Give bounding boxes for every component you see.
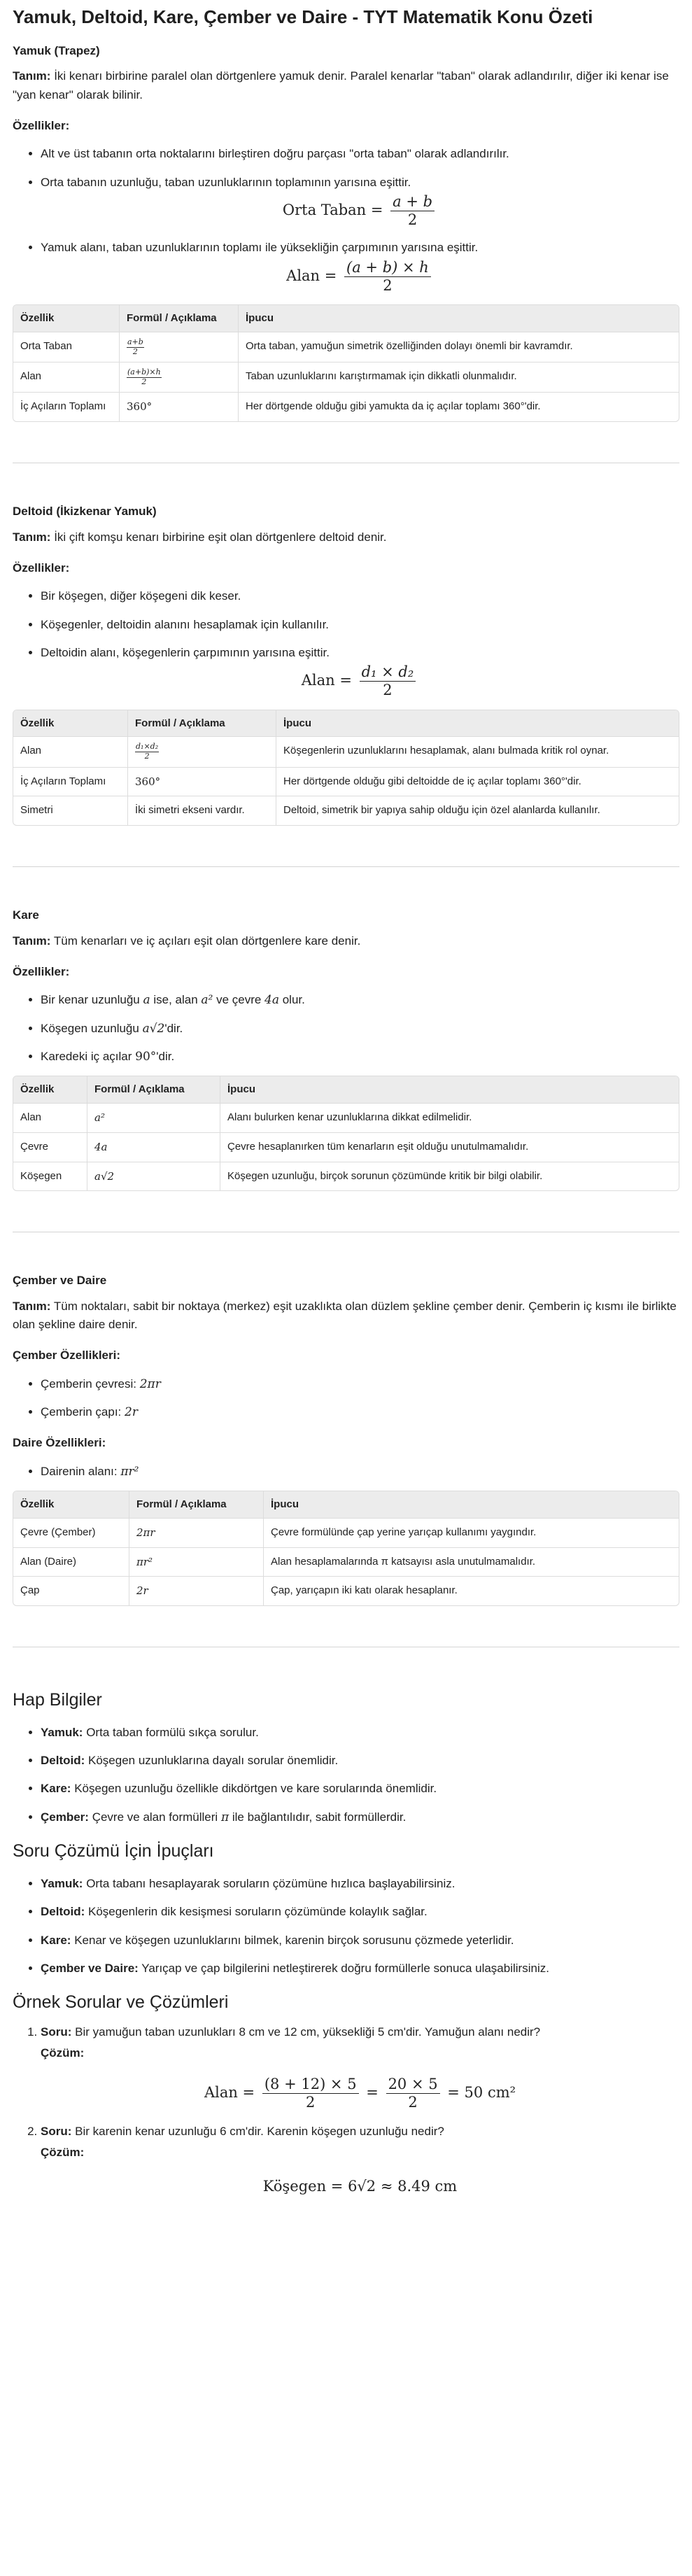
list-item bbox=[41, 1752, 679, 1770]
table-cell: Köşegen bbox=[13, 1162, 87, 1191]
cell-fraction bbox=[127, 338, 144, 356]
math-a: a bbox=[143, 993, 150, 1008]
table-row bbox=[13, 1518, 679, 1547]
definition-label: Tanım: bbox=[13, 69, 51, 83]
features-label: Daire Özellikleri: bbox=[13, 1436, 106, 1450]
yamuk-table bbox=[13, 304, 679, 422]
column-header: Formül / Açıklama bbox=[128, 710, 276, 737]
examples-list bbox=[13, 2023, 679, 2197]
table-cell: Çevre hesaplanırken tüm kenarların eşit olduğu unutulmamalıdır. bbox=[220, 1132, 679, 1162]
fraction-denominator: 2 bbox=[383, 276, 393, 294]
fraction bbox=[360, 663, 416, 699]
item-label: Çember: bbox=[41, 1810, 89, 1824]
column-header: İpucu bbox=[239, 305, 679, 332]
list-item-text: Yamuk alanı, taban uzunluklarının toplamı ile yüksekliğin çarpımının yarısına eşittir. bbox=[41, 241, 479, 255]
example-item bbox=[41, 2023, 679, 2111]
definition-text: Tüm kenarları ve iç açıları eşit olan dörtgenlere kare denir. bbox=[50, 934, 361, 948]
fraction-denominator: 2 bbox=[306, 2093, 316, 2111]
deltoid-table bbox=[13, 710, 679, 826]
column-header: İpucu bbox=[220, 1076, 679, 1103]
section-kare bbox=[13, 906, 679, 1191]
table-header-row bbox=[13, 1491, 679, 1518]
fraction-numerator: 20 × 5 bbox=[386, 2076, 440, 2094]
section-hap-bilgiler bbox=[13, 1687, 679, 1827]
item-label: Kare: bbox=[41, 1782, 71, 1796]
features-list bbox=[13, 991, 679, 1066]
question-label: Soru: bbox=[41, 2125, 72, 2139]
table-cell: 4a bbox=[87, 1132, 220, 1162]
table-row bbox=[13, 1103, 679, 1132]
item-label: Deltoid: bbox=[41, 1905, 85, 1919]
definition-text: İki kenarı birbirine paralel olan dörtgenlere yamuk denir. Paralel kenarlar "taban" olarak adlandırılır, diğer iki kenar ise "yan kenar" olarak bilinir. bbox=[13, 69, 669, 101]
table-cell bbox=[128, 736, 276, 766]
table-row bbox=[13, 1162, 679, 1191]
solution-label: Çözüm: bbox=[41, 2046, 85, 2060]
text: ise, alan bbox=[150, 993, 202, 1007]
table-cell: 2r bbox=[129, 1576, 264, 1605]
list-item bbox=[41, 1780, 679, 1798]
item-text: Yarıçap ve çap bilgilerini netleştirerek doğru formüllerle sonuca ulaşabilirsiniz. bbox=[138, 1961, 549, 1975]
question bbox=[41, 2023, 679, 2041]
question-text: Bir yamuğun taban uzunlukları 8 cm ve 12 cm, yüksekliği 5 cm'dir. Yamuğun alanı nedir? bbox=[71, 2025, 541, 2039]
table-cell: 360° bbox=[128, 767, 276, 796]
list-item bbox=[41, 1903, 679, 1921]
fraction-numerator: (8 + 12) × 5 bbox=[262, 2076, 359, 2094]
features-list bbox=[13, 145, 679, 295]
item-label: Çember ve Daire: bbox=[41, 1961, 139, 1975]
math-diameter: 2r bbox=[125, 1405, 138, 1419]
definition-label: Tanım: bbox=[13, 1299, 51, 1313]
table-row bbox=[13, 736, 679, 766]
item-text: ile bağlantılıdır, sabit formüllerdir. bbox=[229, 1810, 407, 1824]
table-cell: Her dörtgende olduğu gibi yamukta da iç açılar toplamı 360°'dir. bbox=[239, 392, 679, 421]
definition-label: Tanım: bbox=[13, 530, 51, 544]
fraction-denominator: 2 bbox=[408, 2093, 418, 2111]
table-cell bbox=[120, 362, 239, 392]
features-list bbox=[13, 587, 679, 699]
table-row bbox=[13, 362, 679, 392]
table-cell: Çevre (Çember) bbox=[13, 1518, 129, 1547]
fraction bbox=[390, 193, 435, 229]
item-text: Köşegen uzunluklarına dayalı sorular önemlidir. bbox=[85, 1754, 339, 1768]
section-deltoid bbox=[13, 502, 679, 826]
fraction-numerator: a+b bbox=[127, 337, 143, 346]
formula-result: = 50 cm² bbox=[447, 2083, 516, 2101]
question bbox=[41, 2123, 679, 2141]
table-row bbox=[13, 392, 679, 421]
math-perimeter: 4a bbox=[264, 993, 279, 1008]
section-ornek-sorular bbox=[13, 1989, 679, 2197]
definition-text: İki çift komşu kenarı birbirine eşit olan dörtgenlere deltoid denir. bbox=[50, 530, 387, 544]
features-label: Özellikler: bbox=[13, 964, 70, 978]
table-cell: Alan (Daire) bbox=[13, 1547, 129, 1577]
definition-text: Tüm noktaları, sabit bir noktaya (merkez) eşit uzaklıkta olan düzlem şekline çember denir. Çemberin iç kısmı ile birlikte olan şekline daire denir. bbox=[13, 1299, 677, 1331]
text: olur. bbox=[279, 993, 305, 1007]
text: Bir kenar uzunluğu bbox=[41, 993, 143, 1007]
formula-lhs: Alan = bbox=[204, 2083, 255, 2101]
table-cell: Köşegenlerin uzunluklarını hesaplamak, alanı bulmada kritik rol oynar. bbox=[276, 736, 679, 766]
column-header: Formül / Açıklama bbox=[129, 1491, 264, 1518]
table-cell: İç Açıların Toplamı bbox=[13, 767, 128, 796]
definition bbox=[13, 932, 679, 950]
text: Karedeki iç açılar bbox=[41, 1049, 136, 1063]
section-heading: Soru Çözümü İçin İpuçları bbox=[13, 1841, 214, 1861]
definition bbox=[13, 67, 679, 104]
item-label: Yamuk: bbox=[41, 1725, 83, 1739]
table-cell: Orta taban, yamuğun simetrik özelliğinden dolayı önemli bir kavramdır. bbox=[239, 332, 679, 362]
list-item-text: Deltoidin alanı, köşegenlerin çarpımının yarısına eşittir. bbox=[41, 645, 330, 659]
text: ve çevre bbox=[213, 993, 265, 1007]
table-row bbox=[13, 1576, 679, 1605]
table-cell: a√2 bbox=[87, 1162, 220, 1191]
section-heading: Örnek Sorular ve Çözümleri bbox=[13, 1992, 229, 2013]
table-cell bbox=[120, 332, 239, 362]
table-cell: İç Açıların Toplamı bbox=[13, 392, 120, 421]
math-pi: π bbox=[220, 1810, 230, 1824]
list-item bbox=[41, 1020, 679, 1038]
fraction-denominator: 2 bbox=[141, 376, 147, 386]
item-text: Köşegen uzunluğu özellikle dikdörtgen ve kare sorularında önemlidir. bbox=[71, 1782, 437, 1796]
formula-alan bbox=[41, 663, 679, 699]
fraction bbox=[262, 2076, 359, 2111]
formula-orta-taban bbox=[41, 193, 679, 229]
table-cell: Alan bbox=[13, 1103, 87, 1132]
item-text: Orta tabanı hesaplayarak soruların çözümüne hızlıca başlayabilirsiniz. bbox=[83, 1876, 456, 1890]
table-cell: Alan bbox=[13, 736, 128, 766]
definition bbox=[13, 528, 679, 547]
list-item bbox=[41, 1375, 679, 1393]
column-header: Özellik bbox=[13, 305, 120, 332]
table-row bbox=[13, 332, 679, 362]
table-cell: Alan hesaplamalarında π katsayısı asla unutulmamalıdır. bbox=[264, 1547, 679, 1577]
fraction-numerator: d₁×d₂ bbox=[136, 742, 159, 752]
column-header: Formül / Açıklama bbox=[87, 1076, 220, 1103]
list-item bbox=[41, 239, 679, 295]
cell-fraction bbox=[135, 742, 159, 761]
solution-formula: Köşegen = 6√2 ≈ 8.49 cm bbox=[262, 2177, 458, 2195]
table-cell: 360° bbox=[120, 392, 239, 421]
question-text: Bir karenin kenar uzunluğu 6 cm'dir. Karenin köşegen uzunluğu nedir? bbox=[71, 2125, 444, 2139]
fraction bbox=[386, 2076, 440, 2111]
formula-lhs: Orta Taban = bbox=[282, 202, 383, 219]
list-item bbox=[41, 1808, 679, 1827]
table-row bbox=[13, 796, 679, 825]
table-cell: Her dörtgende olduğu gibi deltoidde de iç açılar toplamı 360°'dir. bbox=[276, 767, 679, 796]
math-diagonal: a√2 bbox=[142, 1021, 165, 1036]
list-item bbox=[41, 644, 679, 700]
item-label: Kare: bbox=[41, 1933, 71, 1947]
section-heading: Kare bbox=[13, 908, 39, 922]
text: 'dir. bbox=[156, 1049, 175, 1063]
table-cell: a² bbox=[87, 1103, 220, 1132]
cember-table bbox=[13, 1491, 679, 1606]
section-ipuclari bbox=[13, 1838, 679, 1978]
item-text: Köşegenlerin dik kesişmesi soruların çözümünde kolaylık sağlar. bbox=[85, 1905, 428, 1919]
item-text: Kenar ve köşegen uzunluklarını bilmek, karenin birçok sorusunu çözmede yeterlidir. bbox=[71, 1933, 514, 1947]
list-item bbox=[41, 174, 679, 230]
features-label: Özellikler: bbox=[13, 561, 70, 575]
definition bbox=[13, 1297, 679, 1335]
list-item: • Alt ve üst tabanın orta noktalarını birleştiren doğru parçası "orta taban" olarak adlandırılır. bbox=[41, 145, 679, 163]
table-row bbox=[13, 1547, 679, 1577]
table-row bbox=[13, 1132, 679, 1162]
list-item bbox=[41, 1931, 679, 1950]
table-cell: 2πr bbox=[129, 1518, 264, 1547]
table-cell: İki simetri ekseni vardır. bbox=[128, 796, 276, 825]
fraction-denominator: 2 bbox=[383, 682, 393, 699]
solution-label: Çözüm: bbox=[41, 2146, 85, 2160]
features-label: Çember Özellikleri: bbox=[13, 1349, 121, 1363]
table-cell: Çap, yarıçapın iki katı olarak hesaplanır. bbox=[264, 1576, 679, 1605]
section-divider bbox=[13, 866, 679, 867]
formula-equals: = bbox=[366, 2083, 379, 2101]
fraction-denominator: 2 bbox=[144, 752, 150, 761]
kare-table bbox=[13, 1076, 679, 1191]
column-header: Özellik bbox=[13, 710, 128, 737]
section-yamuk bbox=[13, 42, 679, 422]
column-header: Özellik bbox=[13, 1491, 129, 1518]
section-heading: Hap Bilgiler bbox=[13, 1690, 102, 1710]
table-row bbox=[13, 767, 679, 796]
table-cell: πr² bbox=[129, 1547, 264, 1577]
table-header-row bbox=[13, 305, 679, 332]
list-item: • Bir köşegen, diğer köşegeni dik keser. bbox=[41, 587, 679, 605]
item-label: Deltoid: bbox=[41, 1754, 85, 1768]
table-cell: Alan bbox=[13, 362, 120, 392]
text: 'dir. bbox=[164, 1021, 183, 1035]
text: Çemberin çevresi: bbox=[41, 1377, 140, 1391]
formula-lhs: Alan = bbox=[301, 672, 352, 689]
table-header-row bbox=[13, 710, 679, 737]
features-label: Özellikler: bbox=[13, 119, 70, 133]
features-list bbox=[13, 1375, 679, 1422]
list-item: • Köşegenler, deltoidin alanını hesaplamak için kullanılır. bbox=[41, 616, 679, 634]
column-header: İpucu bbox=[264, 1491, 679, 1518]
math-area: a² bbox=[201, 993, 213, 1008]
math-circumference: 2πr bbox=[139, 1377, 161, 1391]
solution-formula bbox=[41, 2076, 679, 2111]
page-title: Yamuk, Deltoid, Kare, Çember ve Daire - TYT Matematik Konu Özeti bbox=[13, 6, 593, 27]
fraction-numerator: (a + b) × h bbox=[344, 259, 431, 277]
tips-list bbox=[13, 1724, 679, 1827]
list-item bbox=[41, 1959, 679, 1978]
features-list bbox=[13, 1463, 679, 1481]
fraction-numerator: a + b bbox=[390, 193, 435, 211]
table-cell: Deltoid, simetrik bir yapıya sahip olduğu için özel alanlarda kullanılır. bbox=[276, 796, 679, 825]
table-cell: Köşegen uzunluğu, birçok sorunun çözümünde kritik bir bilgi olabilir. bbox=[220, 1162, 679, 1191]
text: Dairenin alanı: bbox=[41, 1464, 121, 1478]
fraction bbox=[344, 259, 431, 295]
text: Çemberin çapı: bbox=[41, 1405, 125, 1419]
section-heading: Çember ve Daire bbox=[13, 1274, 107, 1288]
column-header: İpucu bbox=[276, 710, 679, 737]
list-item bbox=[41, 1048, 679, 1066]
list-item bbox=[41, 1875, 679, 1893]
question-label: Soru: bbox=[41, 2025, 72, 2039]
table-cell: Alanı bulurken kenar uzunluklarına dikkat edilmelidir. bbox=[220, 1103, 679, 1132]
math-area: πr² bbox=[120, 1464, 139, 1479]
item-text: Orta taban formülü sıkça sorulur. bbox=[83, 1725, 259, 1739]
fraction-denominator: 2 bbox=[407, 211, 418, 229]
column-header: Formül / Açıklama bbox=[120, 305, 239, 332]
item-label: Yamuk: bbox=[41, 1876, 83, 1890]
example-item bbox=[41, 2123, 679, 2197]
formula-alan bbox=[41, 259, 679, 295]
section-heading: Deltoid (İkizkenar Yamuk) bbox=[13, 505, 157, 519]
section-cember bbox=[13, 1272, 679, 1606]
tips-list bbox=[13, 1875, 679, 1978]
list-item-text: Orta tabanın uzunluğu, taban uzunluklarının toplamının yarısına eşittir. bbox=[41, 175, 411, 189]
item-text: Çevre ve alan formülleri bbox=[88, 1810, 221, 1824]
cell-fraction bbox=[127, 368, 162, 386]
definition-label: Tanım: bbox=[13, 934, 51, 948]
text: Köşegen uzunluğu bbox=[41, 1021, 143, 1035]
table-cell: Çevre bbox=[13, 1132, 87, 1162]
table-cell: Orta Taban bbox=[13, 332, 120, 362]
table-cell: Simetri bbox=[13, 796, 128, 825]
fraction-numerator: (a+b)×h bbox=[127, 367, 161, 377]
list-item bbox=[41, 1463, 679, 1481]
table-header-row bbox=[13, 1076, 679, 1103]
table-cell: Taban uzunluklarını karıştırmamak için dikkatli olunmalıdır. bbox=[239, 362, 679, 392]
list-item bbox=[41, 1724, 679, 1742]
section-heading: Yamuk (Trapez) bbox=[13, 44, 100, 57]
fraction-denominator: 2 bbox=[132, 346, 138, 356]
list-item bbox=[41, 1403, 679, 1421]
fraction-numerator: d₁ × d₂ bbox=[360, 663, 416, 682]
table-cell: Çap bbox=[13, 1576, 129, 1605]
table-cell: Çevre formülünde çap yerine yarıçap kullanımı yaygındır. bbox=[264, 1518, 679, 1547]
math-angle: 90° bbox=[135, 1049, 157, 1064]
column-header: Özellik bbox=[13, 1076, 87, 1103]
formula-lhs: Alan = bbox=[286, 267, 337, 284]
list-item bbox=[41, 991, 679, 1009]
